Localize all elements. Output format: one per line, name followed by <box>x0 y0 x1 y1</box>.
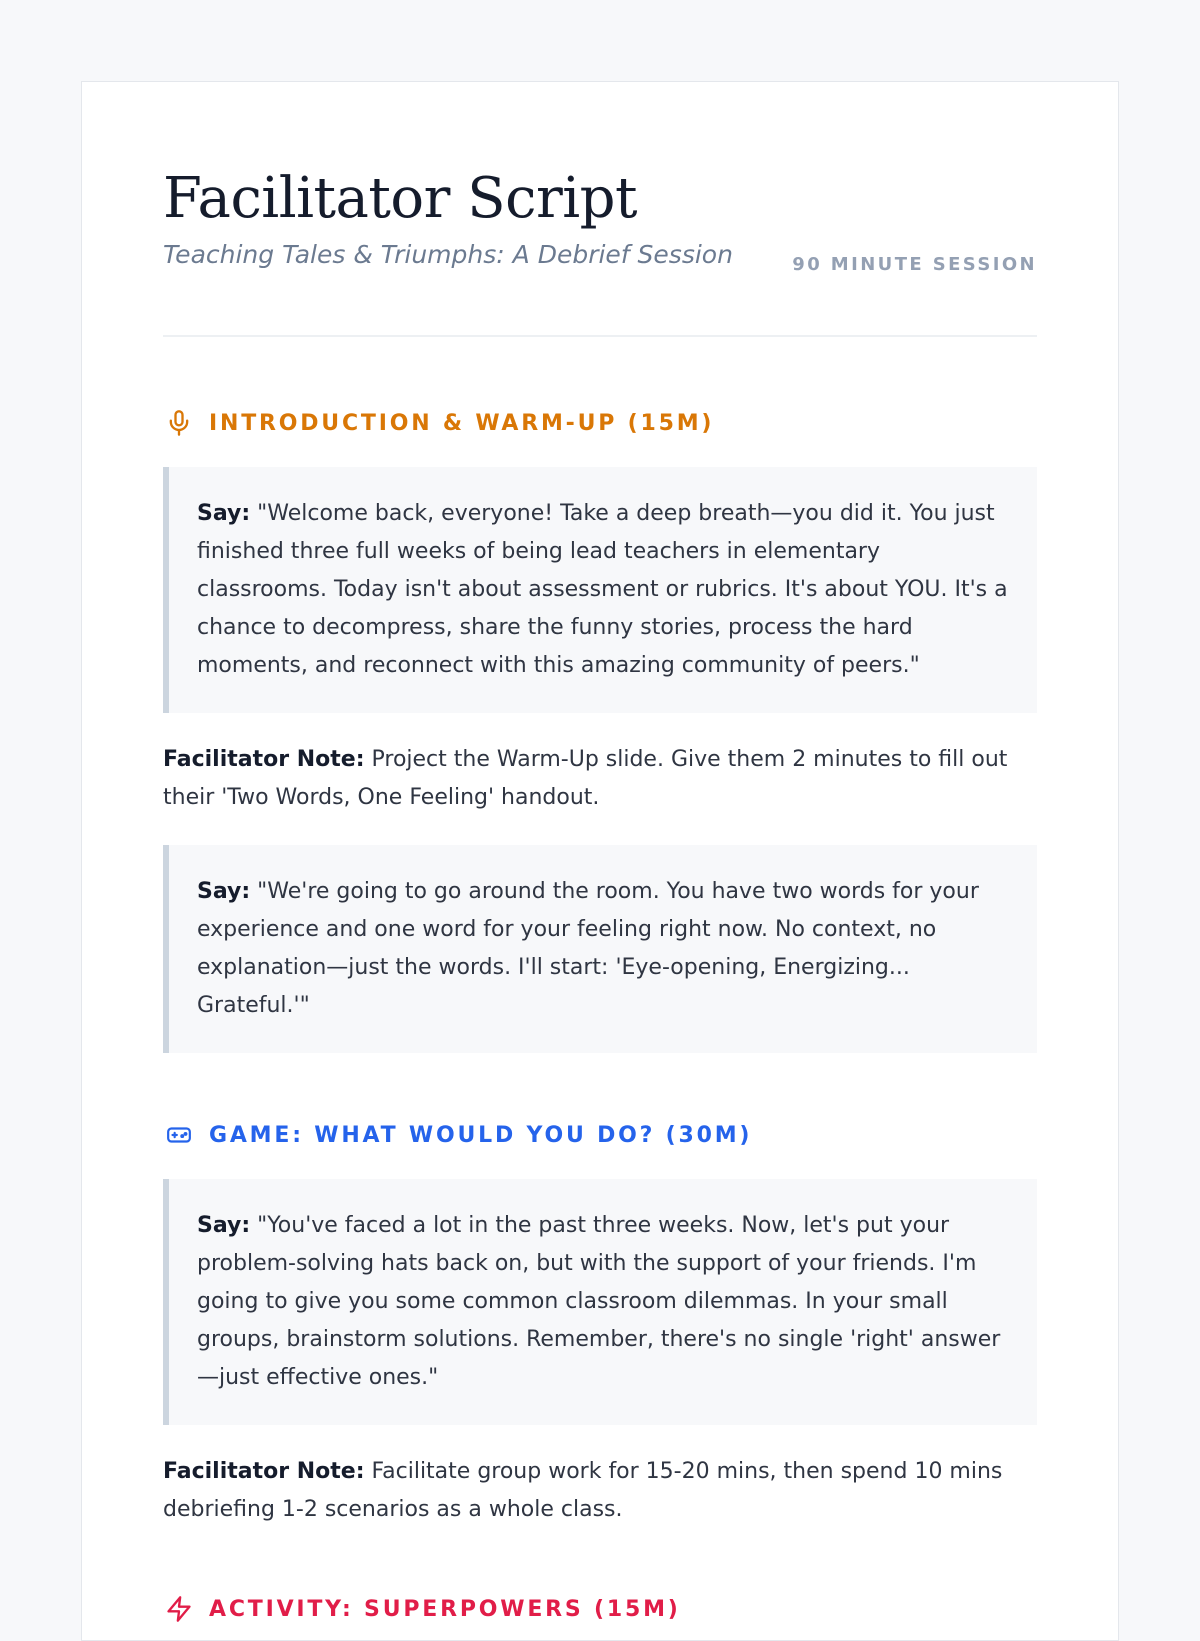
facilitator-note <box>163 1453 1037 1529</box>
say-callout <box>163 467 1037 713</box>
note-text: Project the Warm-Up slide. Give them 2 minutes to fill out their 'Two Words, One Feeling' handout. <box>163 747 1008 810</box>
section-heading-label: INTRODUCTION & WARM-UP (15M) <box>209 410 715 436</box>
note-label: Facilitator Note: <box>163 747 365 772</box>
section-heading-game <box>163 1115 1037 1155</box>
say-text: "You've faced a lot in the past three weeks. Now, let's put your problem-solving hats back on, but with the support of your friends. I'm going to give you some common classroom dilemmas. In your small groups, brainstorm solutions. Remember, there's no single 'right' answer—just effective ones." <box>197 1213 1001 1390</box>
say-label: Say: <box>197 501 251 526</box>
page-header <box>163 82 1037 337</box>
facilitator-note <box>163 741 1037 817</box>
microphone-icon <box>163 407 195 439</box>
section-heading-label: GAME: WHAT WOULD YOU DO? (30M) <box>209 1122 753 1148</box>
section-heading-activity <box>163 1589 1037 1629</box>
lightning-icon <box>163 1593 195 1625</box>
script-page <box>81 81 1119 1641</box>
say-label: Say: <box>197 1213 251 1238</box>
page-title: Facilitator Script <box>163 166 637 231</box>
gamepad-icon <box>163 1119 195 1151</box>
say-callout <box>163 1179 1037 1425</box>
note-text: Facilitate group work for 15-20 mins, then spend 10 mins debriefing 1-2 scenarios as a whole class. <box>163 1459 1003 1522</box>
session-subtitle: Teaching Tales & Triumphs: A Debrief Session <box>163 240 733 269</box>
say-text: "We're going to go around the room. You have two words for your experience and one word for your feeling right now. No context, no explanation—just the words. I'll start: 'Eye-opening, Energizing... Grateful.'" <box>197 879 979 1018</box>
note-label: Facilitator Note: <box>163 1459 365 1484</box>
session-duration-badge: 90 MINUTE SESSION <box>792 254 1037 275</box>
section-heading-introduction <box>163 403 1037 443</box>
say-callout <box>163 845 1037 1053</box>
say-label: Say: <box>197 879 251 904</box>
say-text: "Welcome back, everyone! Take a deep breath—you did it. You just finished three full weeks of being lead teachers in elementary classrooms. Today isn't about assessment or rubrics. It's about YOU. It's a chance to decompress, share the funny stories, process the hard moments, and reconnect with this amazing community of peers." <box>197 501 1008 678</box>
section-heading-label: ACTIVITY: SUPERPOWERS (15M) <box>209 1596 681 1622</box>
